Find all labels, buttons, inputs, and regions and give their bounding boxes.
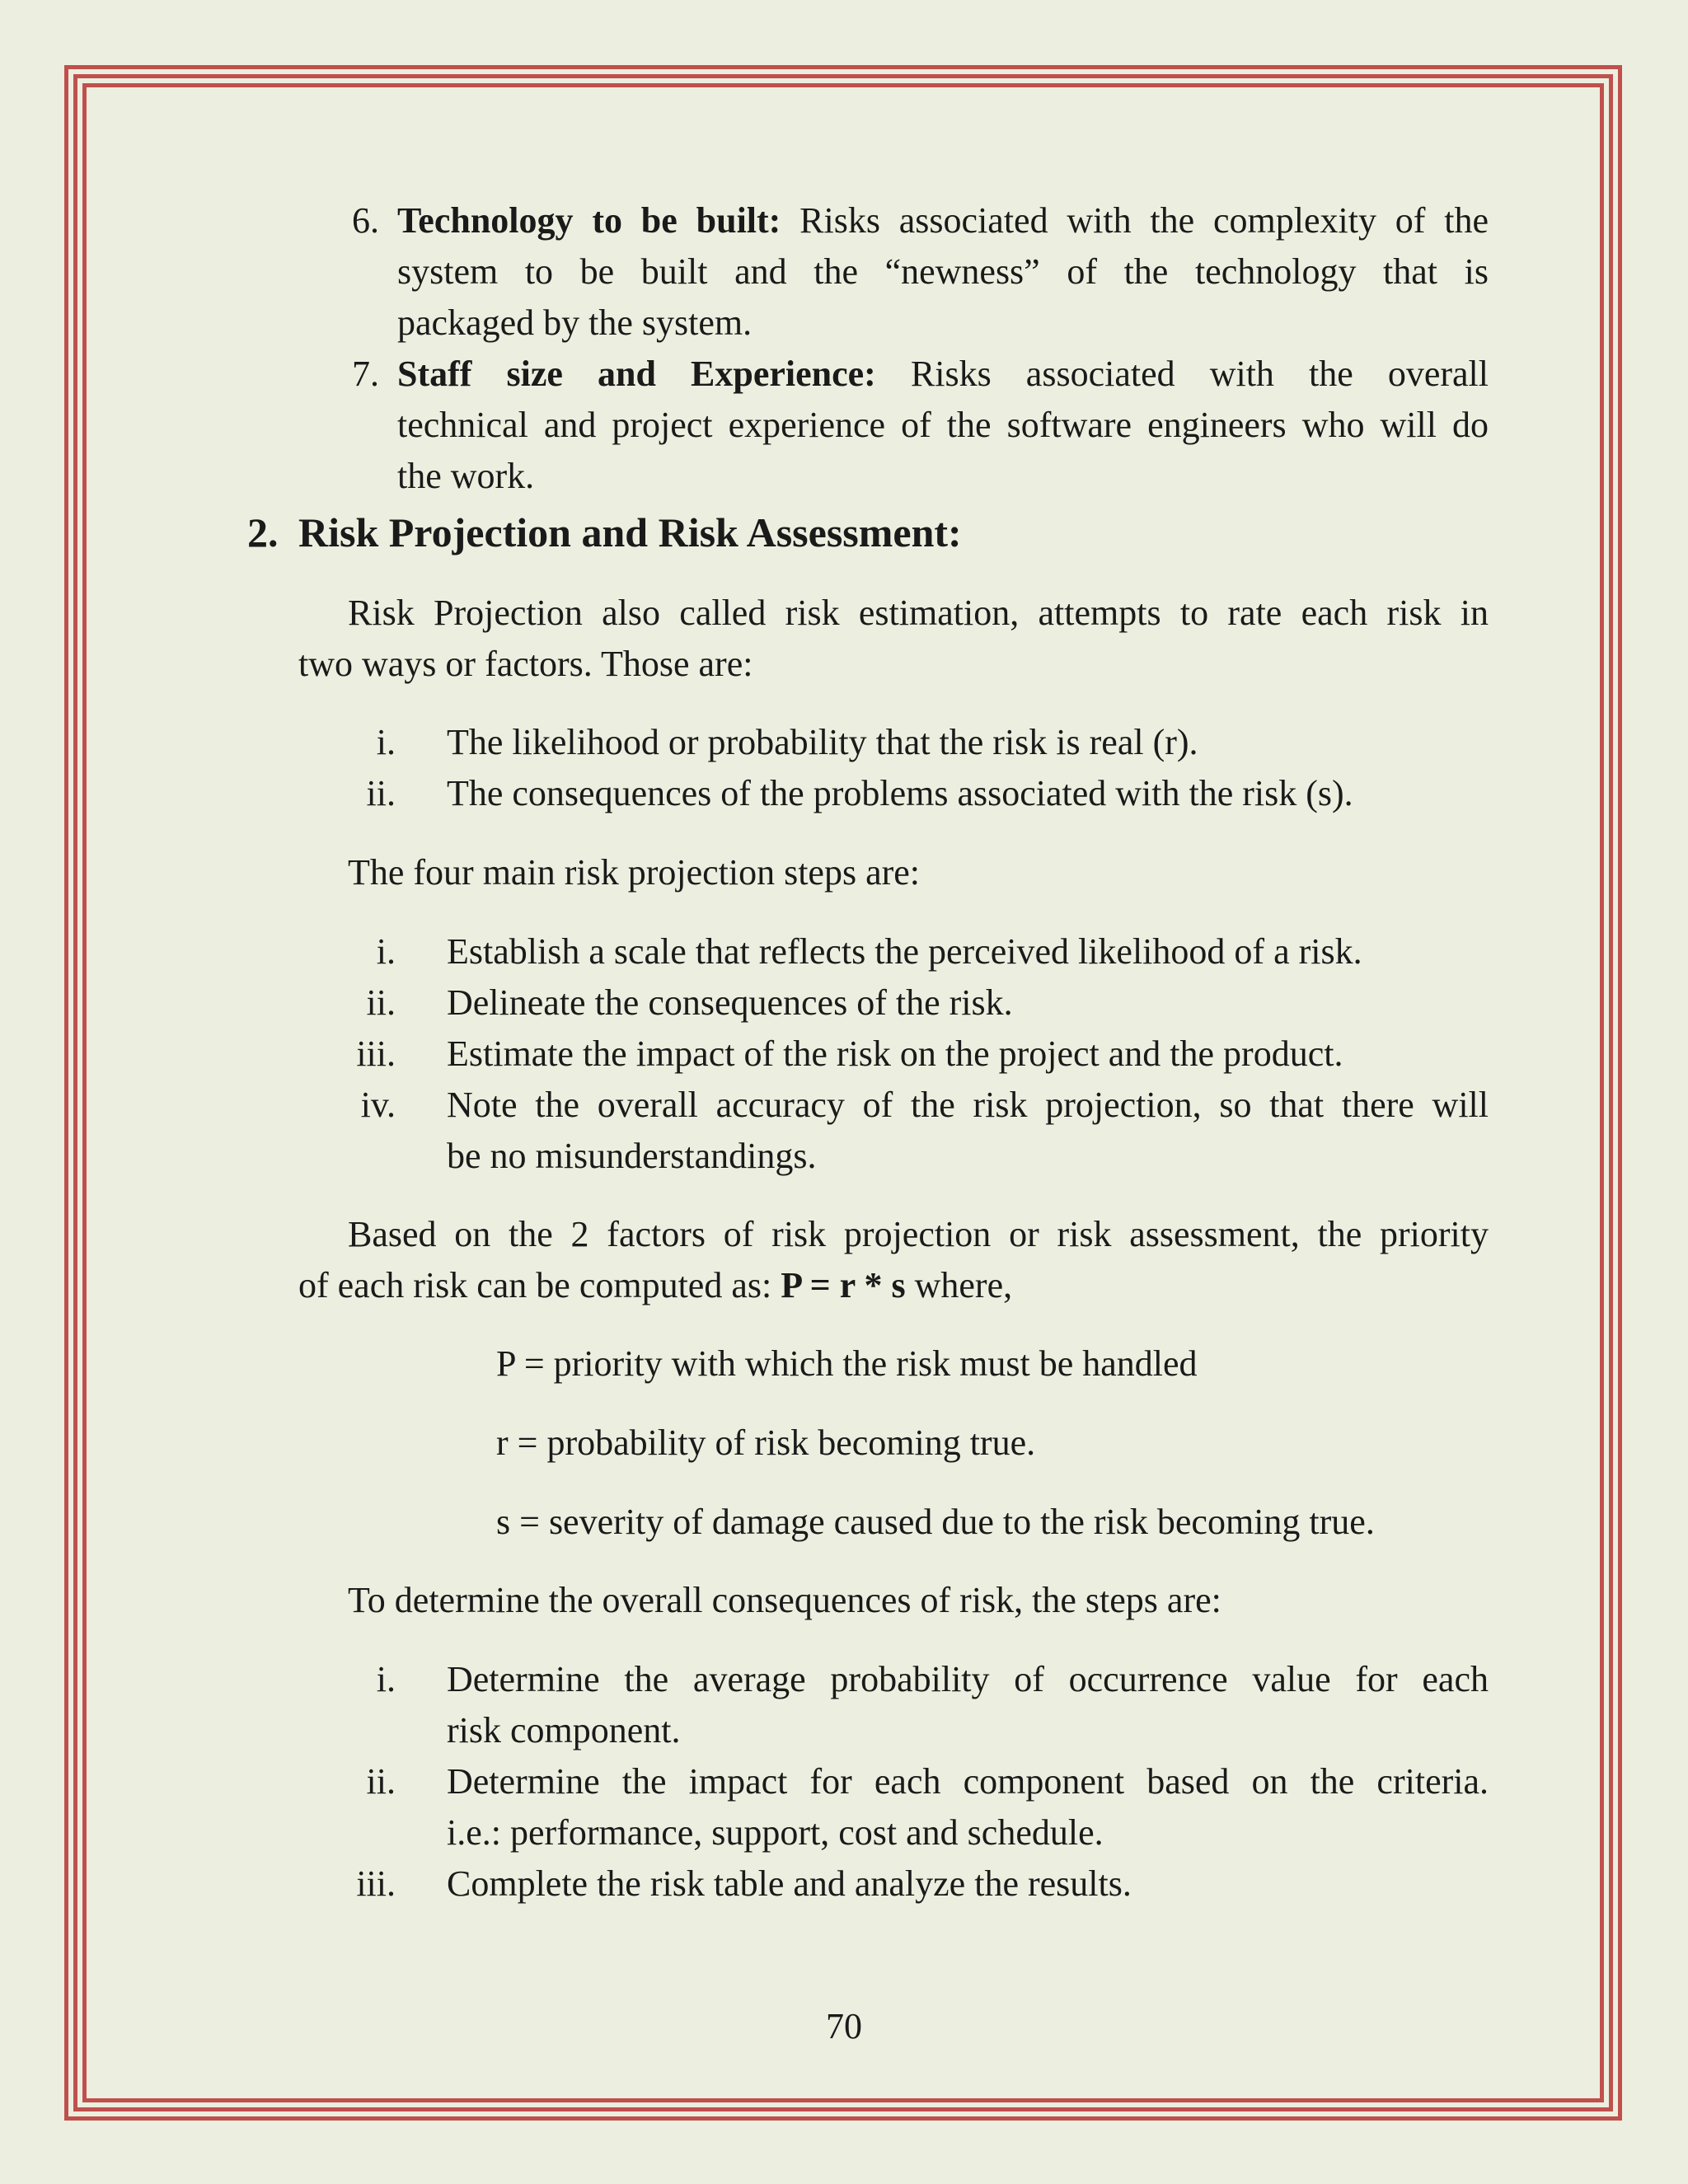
- list-item-text: Establish a scale that reflects the perceived likelihood of a risk.: [447, 931, 1362, 972]
- list-number: i.: [376, 722, 396, 762]
- list-number: ii.: [366, 982, 396, 1023]
- list-item-line: packaged by the system.: [397, 302, 753, 343]
- list-item-text: risk component.: [447, 1710, 681, 1750]
- list-number: 7.: [352, 354, 379, 394]
- list-item-text: Estimate the impact of the risk on the project and the product.: [447, 1033, 1343, 1074]
- paragraph-text: where,: [905, 1265, 1013, 1305]
- list-item-text: Risks associated with the complexity of the: [781, 200, 1489, 241]
- paragraph-line: To determine the overall consequences of risk, the steps are:: [348, 1580, 1221, 1620]
- list-item-text: Delineate the consequences of the risk.: [447, 982, 1013, 1023]
- list-item-text: Note the overall accuracy of the risk projection, so that there will: [447, 1085, 1489, 1125]
- definition-line: s = severity of damage caused due to the risk becoming true.: [496, 1502, 1375, 1542]
- list-number: 6.: [352, 200, 379, 241]
- definition-line: r = probability of risk becoming true.: [496, 1422, 1036, 1463]
- list-item-text: Risks associated with the overall: [875, 354, 1489, 394]
- list-number: i.: [376, 931, 396, 972]
- page-number: 70: [826, 2006, 862, 2046]
- list-item-line: system to be built and the “newness” of the technology that is: [397, 251, 1489, 292]
- paragraph-text: of each risk can be computed as:: [298, 1265, 781, 1305]
- list-number: iii.: [356, 1863, 396, 1904]
- list-number: ii.: [366, 773, 396, 813]
- paragraph-line: Risk Projection also called risk estimation, attempts to rate each risk in: [348, 593, 1489, 633]
- list-number: iv.: [360, 1085, 396, 1125]
- priority-formula: P = r * s: [781, 1265, 906, 1305]
- list-number: ii.: [366, 1761, 396, 1802]
- list-item-line: technical and project experience of the software engineers who will do: [397, 405, 1489, 445]
- list-item-text: Complete the risk table and analyze the results.: [447, 1863, 1132, 1904]
- list-item-text: Determine the average probability of occurrence value for each: [447, 1659, 1489, 1699]
- list-item-line: [397, 195, 1489, 246]
- list-item-title: Staff size and Experience:: [397, 354, 876, 394]
- paragraph-line: [298, 1260, 1489, 1311]
- list-item-text: Determine the impact for each component based on the criteria.: [447, 1761, 1489, 1802]
- list-number: iii.: [356, 1033, 396, 1074]
- section-title: Risk Projection and Risk Assessment:: [298, 509, 962, 555]
- list-item-line: [397, 349, 1489, 400]
- paragraph-line: Based on the 2 factors of risk projection or risk assessment, the priority: [348, 1214, 1489, 1254]
- list-item-text: be no misunderstandings.: [447, 1136, 817, 1176]
- definition-line: P = priority with which the risk must be handled: [496, 1343, 1198, 1384]
- list-item-text: The consequences of the problems associated with the risk (s).: [447, 773, 1353, 813]
- list-item-title: Technology to be built:: [397, 200, 781, 241]
- paragraph-line: two ways or factors. Those are:: [298, 644, 753, 684]
- section-number: 2.: [247, 509, 279, 555]
- list-item-text: i.e.: performance, support, cost and schedule.: [447, 1812, 1104, 1853]
- list-number: i.: [376, 1659, 396, 1699]
- list-item-text: The likelihood or probability that the risk is real (r).: [447, 722, 1198, 762]
- paragraph-line: The four main risk projection steps are:: [348, 852, 921, 893]
- list-item-line: the work.: [397, 456, 535, 496]
